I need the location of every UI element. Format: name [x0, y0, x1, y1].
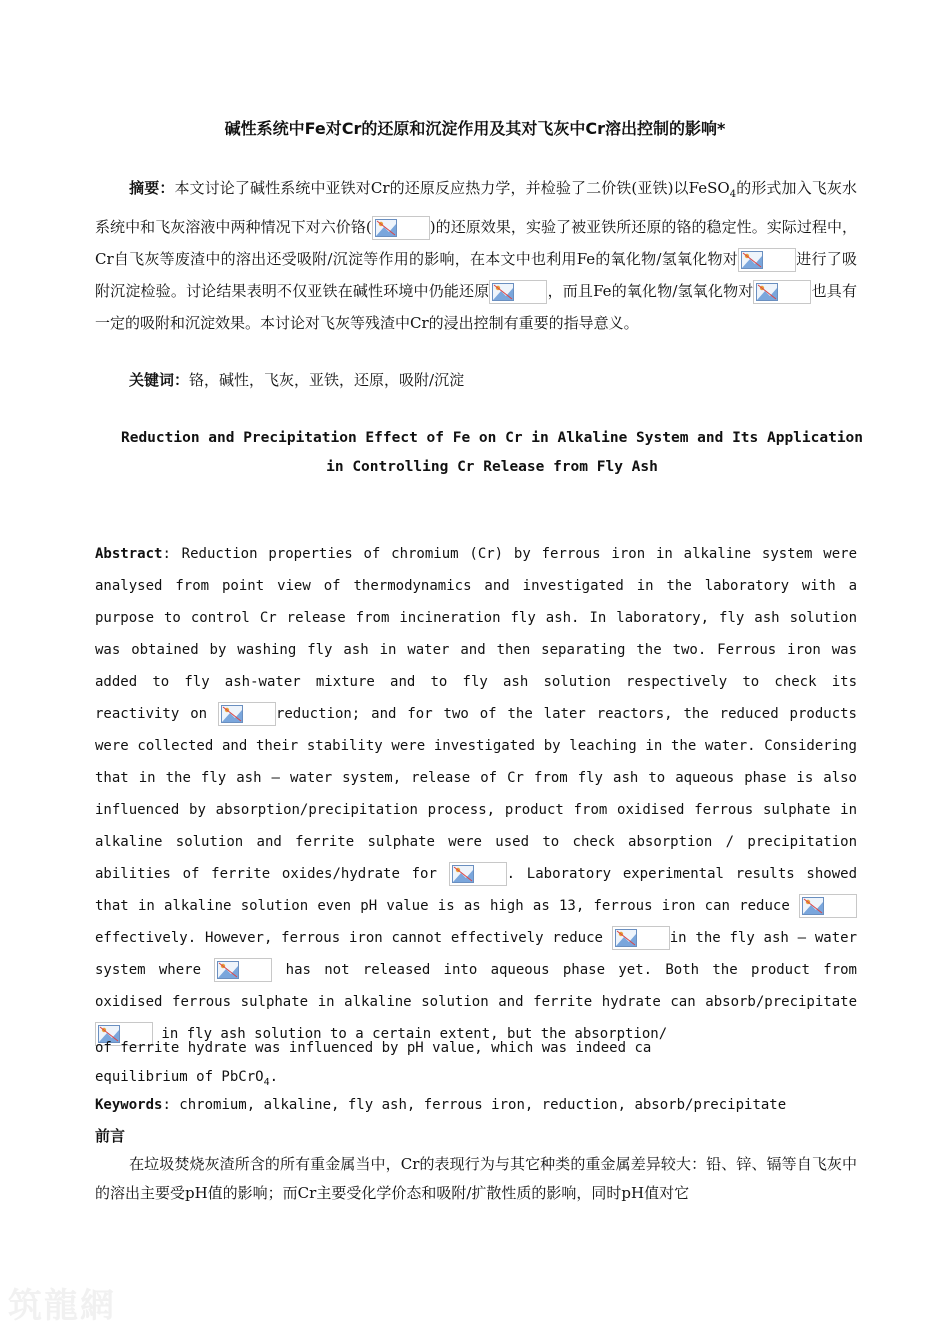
english-title-line: Reduction and Precipitation Effect of Fe on Cr in Alkaline System and Its Application — [120, 430, 864, 446]
broken-image-icon — [449, 862, 507, 886]
english-title-line: in Controlling Cr Release from Fly Ash — [326, 459, 658, 475]
subscript: 4 — [729, 189, 737, 200]
english-abstract-text: . — [269, 1069, 279, 1085]
chinese-abstract-label: 摘要： — [129, 179, 175, 197]
subscript: 4 — [263, 1076, 270, 1088]
broken-image-icon — [738, 248, 796, 272]
chinese-keywords — [129, 364, 891, 396]
broken-image-icon — [372, 216, 430, 240]
english-abstract — [95, 538, 857, 1050]
broken-image-icon — [612, 926, 670, 950]
english-abstract-text: effectively. However, ferrous iron cannot effectively reduce — [95, 930, 612, 946]
chinese-keywords-label: 关键词： — [129, 371, 190, 389]
watermark-logo: 筑龍網 — [8, 1286, 116, 1326]
chinese-abstract-text: )的还原效果，实验了被亚铁所还原的铬的稳定性。实际过程中，Cr自飞灰等废渣中的溶出还受吸附/沉淀等作用的影响，在本文中也利用Fe的氧化物/氢氧化物对 — [95, 218, 857, 268]
preface-heading: 前言 — [95, 1127, 126, 1145]
preface-text: 在垃圾焚烧灰渣所含的所有重金属当中，Cr的表现行为与其它种类的重金属差异较大：铅、锌、镉等自飞灰中的溶出主要受pH值的影响；而Cr主要受化学价态和吸附/扩散性质的影响，同时pH值对它 — [95, 1155, 857, 1202]
english-abstract-last-line — [95, 1069, 278, 1088]
english-abstract-label: Abstract — [95, 546, 163, 562]
chinese-abstract-text: ，而且Fe的氧化物/氢氧化物对 — [547, 282, 754, 300]
broken-image-icon — [799, 894, 857, 918]
broken-image-icon — [214, 958, 272, 982]
chinese-title: 碱性系统中Fe对Cr的还原和沉淀作用及其对飞灰中Cr溶出控制的影响* — [224, 119, 726, 138]
english-abstract-text: . Laboratory experimental results showed that in alkaline solution even pH value is as high as 13, ferrous iron can reduce — [95, 866, 857, 914]
english-keywords — [95, 1097, 786, 1113]
english-keywords-label: Keywords — [95, 1097, 163, 1113]
english-abstract-text: : Reduction properties of chromium (Cr) by ferrous iron in alkaline system were analysed from point view of thermodynamics and investigated in the laboratory with a purpose to control Cr release from incineration fly ash. In laboratory, fly ash solution was obtained by washing fly ash in water and then separating the two. Ferrous iron was added to fly ash-water mixture and to fly ash solution respectively to check its reactivity on — [95, 546, 857, 722]
broken-image-icon — [489, 280, 547, 304]
english-abstract-text: has not released into aqueous phase yet. Both the product from oxidised ferrous sulphate in alkaline solution and ferrite hydrate can absorb/precipitate — [95, 962, 857, 1010]
chinese-abstract — [95, 172, 857, 339]
chinese-keywords-text: 铬，碱性，飞灰，亚铁，还原，吸附/沉淀 — [189, 371, 465, 389]
english-abstract-text: equilibrium of PbCrO — [95, 1069, 264, 1085]
chinese-abstract-text: 也具有一定的吸附和沉淀效果。本讨论对飞灰等残渣中Cr的浸出控制有重要的指导意义。 — [95, 282, 857, 332]
chinese-abstract-text: 的形式加入飞灰水系统中和飞灰溶液中两种情况下对六价铬( — [95, 179, 857, 236]
chinese-abstract-text: 本文讨论了碱性系统中亚铁对Cr的还原反应热力学，并检验了二价铁(亚铁)以FeSO — [174, 179, 730, 197]
english-abstract-text: reduction; and for two of the later reactors, the reduced products were collected and their stability were investigated by leaching in the water. Considering that in the fly ash – water system, release of Cr from fly ash to aqueous phase is also influenced by absorption/precipitation process, product from oxidised ferrous sulphate in alkaline solution and ferrite sulphate were used to check absorption / precipitation abilities of ferrite oxides/hydrate for — [95, 706, 857, 882]
chinese-abstract-text: 进行了吸附沉淀检验。讨论结果表明不仅亚铁在碱性环境中仍能还原 — [95, 250, 857, 300]
broken-image-icon — [218, 702, 276, 726]
english-abstract-truncated-line: of ferrite hydrate was influenced by pH value, which was indeed ca — [95, 1040, 652, 1056]
english-abstract-text: in the fly ash – water system where — [95, 930, 858, 978]
english-abstract-text: in fly ash solution to a certain extent, but the absorption/ — [153, 1026, 668, 1042]
preface-paragraph — [95, 1150, 857, 1208]
english-keywords-text: : chromium, alkaline, fly ash, ferrous iron, reduction, absorb/precipitate — [162, 1097, 787, 1113]
broken-image-icon — [753, 280, 811, 304]
english-title — [120, 424, 864, 482]
